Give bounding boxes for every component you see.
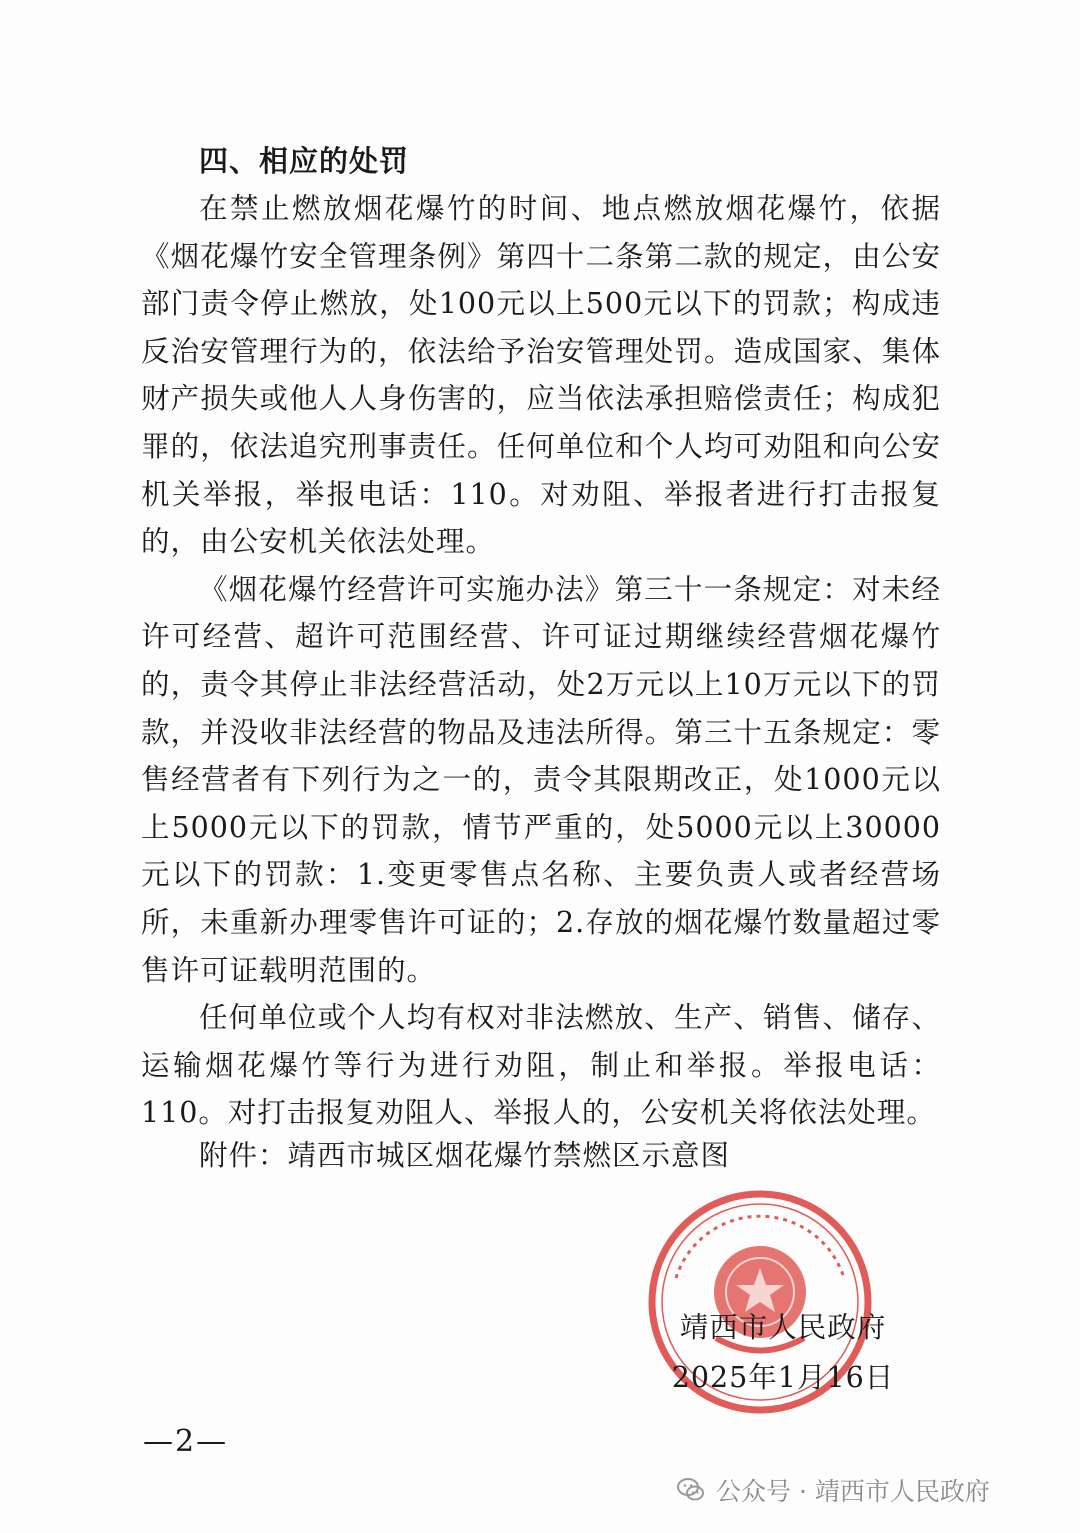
issue-date: 2025年1月16日 [671, 1361, 895, 1394]
paragraph-reporting: 任何单位或个人均有权对非法燃放、生产、销售、储存、运输烟花爆竹等行为进行劝阻，制止和举报。举报电话：110。对打击报复劝阻人、举报人的，公安机关将依法处理。 [141, 1001, 941, 1130]
paragraph-business-license: 《烟花爆竹经营许可实施办法》第三十一条规定：对未经许可经营、超许可范围经营、许可证过期继续经营烟花爆竹的，责令其停止非法经营活动，处2万元以上10万元以下的罚款，并没收非法经营的物品及违法所得。第三十五条规定：零售经营者有下列行为之一的，责令其限期改正，处1000元以上5000元以下的罚款，情节严重的，处5000元以上30000元以下的罚款：1.变更零售点名称、主要负责人或者经营场所，未重新办理零售许可证的；2.存放的烟花爆竹数量超过零售许可证载明范围的。 [141, 572, 941, 987]
page-number: —2— [143, 1424, 229, 1459]
issuer-name: 靖西市人民政府 [679, 1311, 887, 1344]
wechat-icon [676, 1475, 706, 1505]
attachment-note: 附件：靖西市城区烟花爆竹禁燃区示意图 [199, 1139, 731, 1172]
section-heading: 四、相应的处罚 [199, 144, 410, 178]
wechat-account-watermark[interactable] [676, 1470, 990, 1510]
wechat-account-name: 公众号 · 靖西市人民政府 [716, 1477, 990, 1506]
document-body [141, 137, 941, 1137]
paragraph-penalty-fireworks: 在禁止燃放烟花爆竹的时间、地点燃放烟花爆竹，依据《烟花爆竹安全管理条例》第四十二条第二款的规定，由公安部门责令停止燃放，处100元以上500元以下的罚款；构成违反治安管理行为的，依法给予治安管理处罚。造成国家、集体财产损失或他人人身伤害的，应当依法承担赔偿责任；构成犯罪的，依法追究刑事责任。任何单位和个人均可劝阻和向公安机关举报，举报电话：110。对劝阻、举报者进行打击报复的，由公安机关依法处理。 [141, 192, 941, 559]
